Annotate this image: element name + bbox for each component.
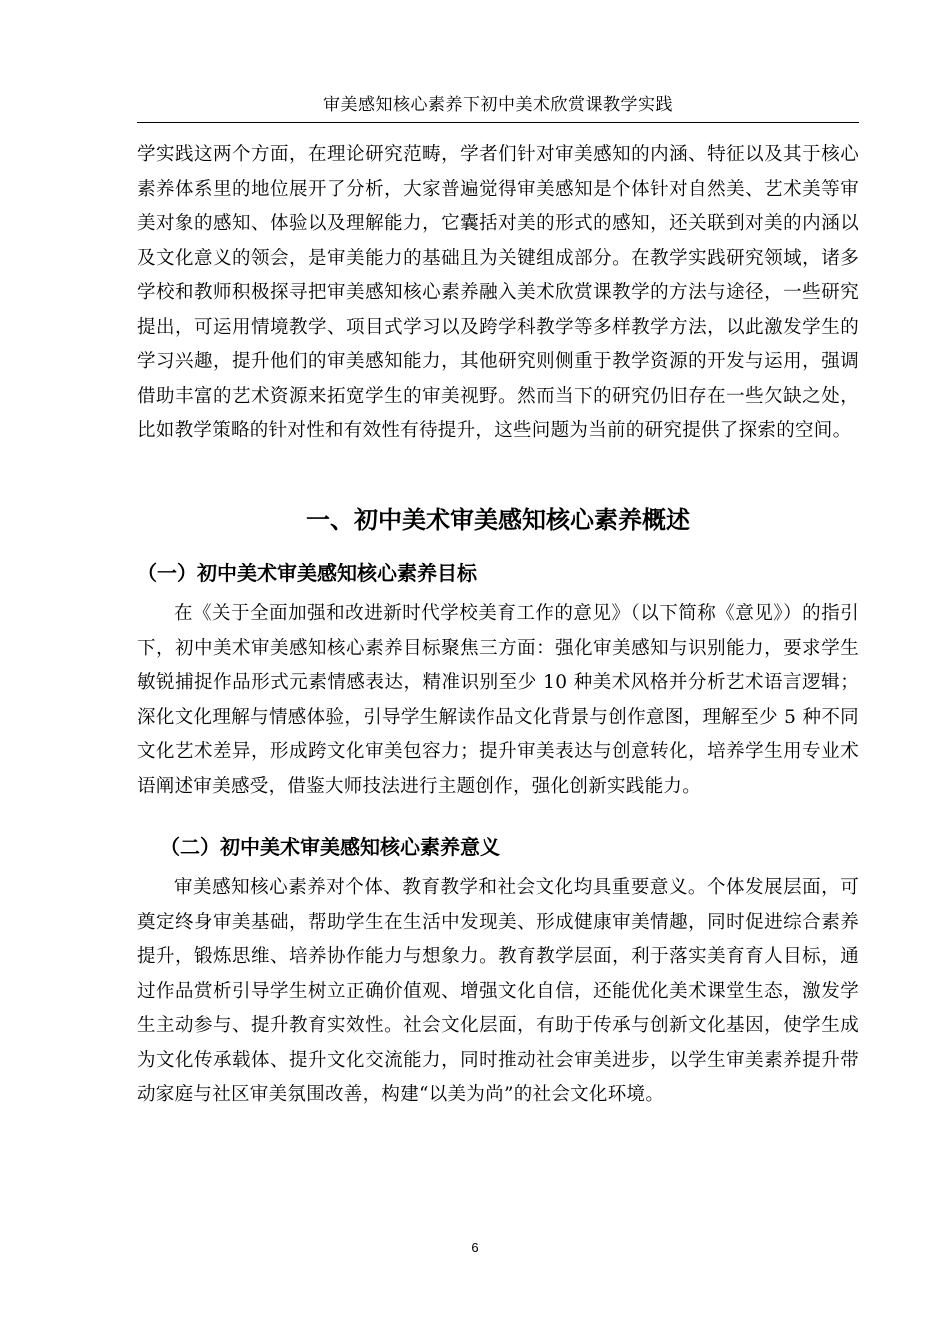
intro-paragraph: 学实践这两个方面，在理论研究范畴，学者们针对审美感知的内涵、特征以及其于核心素养体系里的地位展开了分析，大家普遍觉得审美感知是个体针对自然美、艺术美等审美对象的感知、体验以及理解能力，它囊括对美的形式的感知，还关联到对美的内涵以及文化意义的领会，是审美能力的基础且为关键组成部分。在教学实践研究领域，诸多学校和教师积极探寻把审美感知核心素养融入美术欣赏课教学的方法与途径，一些研究提出，可运用情境教学、项目式学习以及跨学科教学等多样教学方法，以此激发学生的学习兴趣，提升他们的审美感知能力，其他研究则侧重于教学资源的开发与运用，强调借助丰富的艺术资源来拓宽学生的审美视野。然而当下的研究仍旧存在一些欠缺之处，比如教学策略的针对性和有效性有待提升，这些问题为当前的研究提供了探索的空间。 [137,144,859,441]
significance-paragraph: 审美感知核心素养对个体、教育教学和社会文化均具重要意义。个体发展层面，可奠定终身审美基础，帮助学生在生活中发现美、形成健康审美情趣，同时促进综合素养提升，锻炼思维、培养协作能力与想象力。教育教学层面，利于落实美育育人目标，通过作品赏析引导学生树立正确价值观、增强文化自信，还能优化美术课堂生态，激发学生主动参与、提升教育实效性。社会文化层面，有助于传承与创新文化基因，使学生成为文化传承载体、提升文化交流能力，同时推动社会审美进步，以学生审美素养提升带动家庭与社区审美氛围改善，构建“以美为尚”的社会文化环境。 [137,877,859,1105]
page-number: 6 [471,1240,479,1255]
goals-paragraph: 在《关于全面加强和改进新时代学校美育工作的意见》（以下简称《意见》）的指引下，初中美术审美感知核心素养目标聚焦三方面：强化审美感知与识别能力，要求学生敏锐捕捉作品形式元素情感表达，精准识别至少 10 种美术风格并分析艺术语言逻辑；深化文化理解与情感体验，引导学生解读作品文化背景与创作意图，理解至少 5 种不同文化艺术差异，形成跨文化审美包容力；提升审美表达与创意转化，培养学生用专业术语阐述审美感受，借鉴大师技法进行主题创作，强化创新实践能力。 [137,603,859,797]
running-header: 审美感知核心素养下初中美术欣赏课教学实践 [137,90,859,123]
subsection-heading-goals: （一）初中美术审美感知核心素养目标 [137,561,477,585]
subsection-heading-significance: （二）初中美术审美感知核心素养意义 [160,835,500,859]
section-heading: 一、初中美术审美感知核心素养概述 [306,506,690,534]
